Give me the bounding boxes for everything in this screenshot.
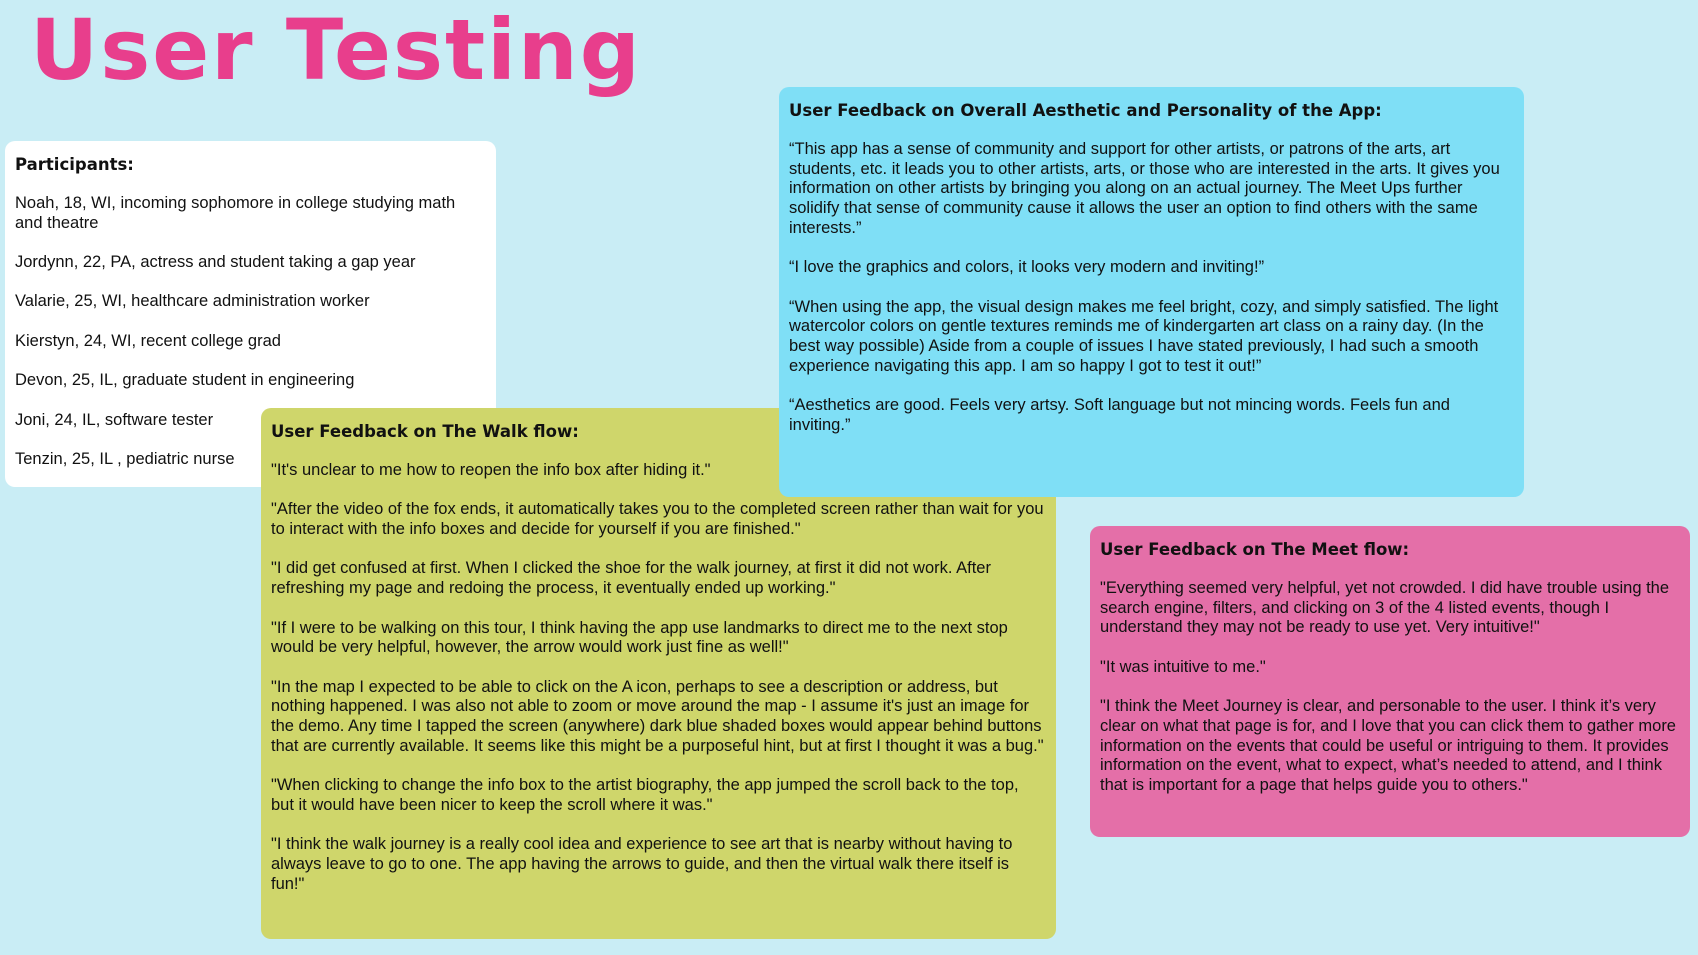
participant-item: Devon, 25, IL, graduate student in engineering xyxy=(15,371,355,390)
participant-item: Jordynn, 22, PA, actress and student taking a gap year xyxy=(15,253,416,272)
participant-item: Joni, 24, IL, software tester xyxy=(15,410,214,429)
page-title: User Testing xyxy=(30,1,642,99)
participant-item: Noah, 18, WI, incoming sophomore in college studying math and theatre xyxy=(15,194,456,232)
participants-heading: Participants: xyxy=(15,155,134,174)
participant-item: Tenzin, 25, IL , pediatric nurse xyxy=(15,450,235,469)
feedback-quote: "It was intuitive to me." xyxy=(1100,657,1266,676)
meet-feedback-heading: User Feedback on The Meet flow: xyxy=(1100,540,1410,559)
feedback-quote: "In the map I expected to be able to click on the A icon, perhaps to see a description or address, but nothing happened. I was also not able to zoom or move around the map - I assume it's just an image for the demo. Any time I tapped the screen (anywhere) dark blue shaded boxes would appear behind buttons that are currently available. It seems like this might be a purposeful hint, but at first I thought it was a bug." xyxy=(271,677,1044,755)
walk-feedback-heading: User Feedback on The Walk flow: xyxy=(271,422,579,441)
feedback-quote: "If I were to be walking on this tour, I think having the app use landmarks to direct me to the next stop would be very helpful, however, the arrow would work just fine as well!" xyxy=(271,618,1008,657)
feedback-quote: "Everything seemed very helpful, yet not crowded. I did have trouble using the search engine, filters, and clicking on 3 of the 4 listed events, though I understand they may not be ready to use yet. Very intuitive!" xyxy=(1100,579,1670,637)
participant-item: Valarie, 25, WI, healthcare administration worker xyxy=(15,292,370,311)
feedback-quote: “Aesthetics are good. Feels very artsy. Soft language but not mincing words. Feels fun and inviting.” xyxy=(789,396,1450,434)
feedback-quote: “When using the app, the visual design makes me feel bright, cozy, and simply satisfied. The light watercolor colors on gentle textures reminds me of kindergarten art class on a rainy day. (In the best way possible) Aside from a couple of issues I have stated previously, I had such a smooth experience navigating this app. I am so happy I got to test it out!” xyxy=(789,297,1499,375)
aesthetic-feedback-heading: User Feedback on Overall Aesthetic and Personality of the App: xyxy=(789,101,1382,120)
feedback-quote: “I love the graphics and colors, it looks very modern and inviting!” xyxy=(789,258,1265,277)
participant-item: Kierstyn, 24, WI, recent college grad xyxy=(15,331,281,350)
feedback-quote: "I think the walk journey is a really cool idea and experience to see art that is nearby without having to always leave to go to one. The app having the arrows to guide, and then the virtual walk there itself is fun!" xyxy=(271,835,1013,893)
feedback-quote: "I did get confused at first. When I clicked the shoe for the walk journey, at first it did not work. After refreshing my page and redoing the process, it eventually ended up working." xyxy=(271,559,991,598)
feedback-quote: “This app has a sense of community and support for other artists, or patrons of the arts, art students, etc. it leads you to other artists, arts, or those who are interested in the arts. It gives you information on other artists by bringing you along on an actual journey. The Meet Ups further solidify that sense of community cause it allows the user an option to find others with the same interests.” xyxy=(789,140,1500,237)
feedback-quote: "I think the Meet Journey is clear, and personable to the user. I think it’s very clear on what that page is for, and I love that you can click them to gather more information on the events that could be useful or intriguing to them. It provides information on the event, what to expect, what’s needed to attend, and I think that is important for a page that helps guide you to others." xyxy=(1100,697,1676,794)
meet-feedback-card xyxy=(1090,526,1690,837)
feedback-quote: "When clicking to change the info box to the artist biography, the app jumped the scroll back to the top, but it would have been nicer to keep the scroll where it was." xyxy=(271,776,1019,814)
aesthetic-feedback-card xyxy=(779,87,1524,497)
feedback-quote: "It's unclear to me how to reopen the info box after hiding it." xyxy=(271,461,711,479)
feedback-quote: "After the video of the fox ends, it automatically takes you to the completed screen rather than wait for you to interact with the info boxes and decide for yourself if you are finished." xyxy=(271,500,1044,539)
